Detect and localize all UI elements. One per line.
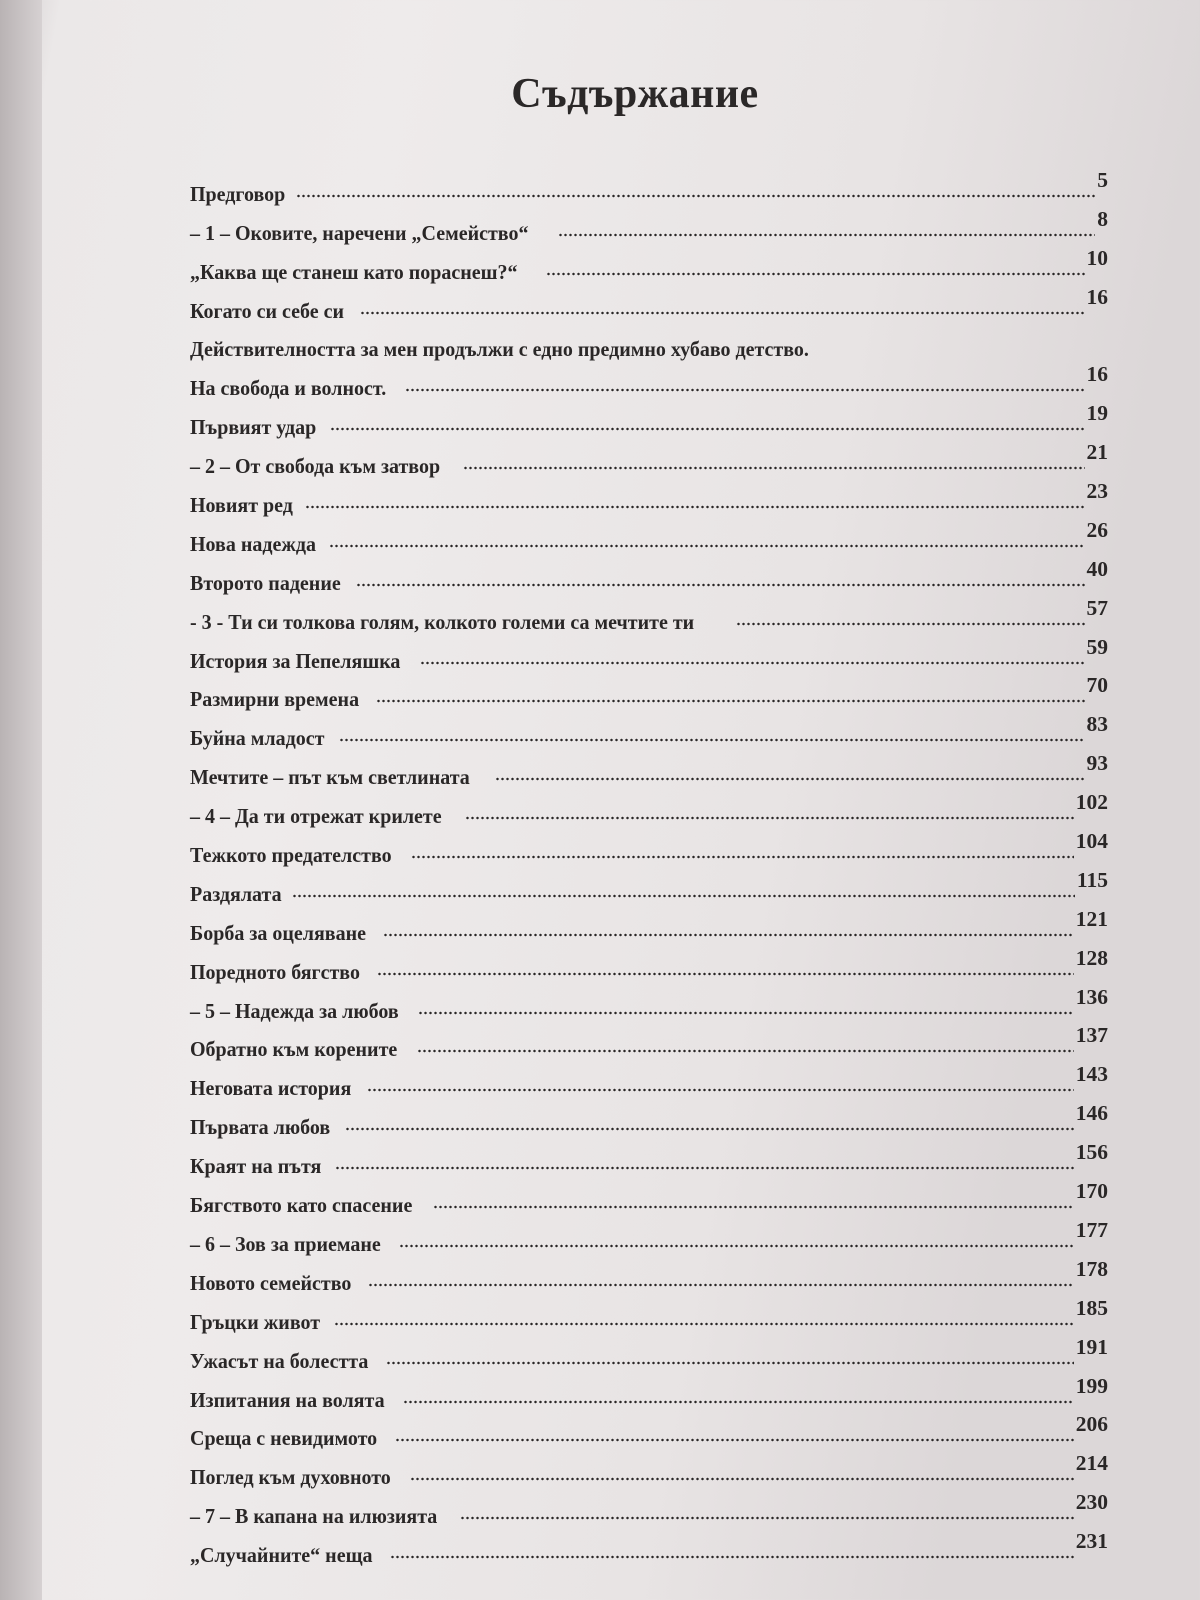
dot-leader [345, 1124, 1074, 1134]
toc-entry-title: Бягството като спасение [190, 1193, 413, 1218]
dot-leader [433, 1202, 1074, 1212]
toc-entry-title: Краят на пътя [190, 1154, 322, 1179]
dot-leader [377, 969, 1074, 979]
toc-entry-title: - 3 - Ти си толкова голям, колкото големи са мечтите ти [190, 609, 695, 634]
dot-leader [403, 1397, 1074, 1407]
dot-leader [330, 424, 1085, 434]
toc-entry [190, 1490, 1108, 1529]
toc-entry-title: Раздялата [190, 881, 282, 906]
dot-leader [292, 891, 1074, 901]
dot-leader [465, 813, 1074, 823]
toc-entry [190, 829, 1108, 868]
dot-leader [411, 852, 1074, 862]
toc-entry-title: – 5 – Надежда за любов [190, 998, 399, 1023]
dot-leader [399, 1241, 1074, 1251]
toc-entry-page: 115 [1076, 867, 1108, 892]
dot-leader [356, 580, 1084, 590]
toc-entry-page: 128 [1075, 945, 1108, 970]
dot-leader [417, 1046, 1074, 1056]
toc-entry [190, 790, 1108, 829]
dot-leader [410, 1474, 1074, 1484]
toc-entry [190, 1529, 1108, 1568]
toc-entry-title: Борба за оцеляване [190, 920, 366, 945]
toc-entry-page: 136 [1075, 984, 1108, 1009]
toc-entry-title: Поглед към духовното [190, 1465, 391, 1490]
toc-entry-title: – 7 – В капана на илюзията [190, 1504, 438, 1529]
toc-entry-title: Действителността за мен продължи с едно предимно хубаво детство. [190, 337, 809, 362]
toc-entry-page: 156 [1075, 1140, 1108, 1165]
toc-entry [190, 1374, 1108, 1413]
dot-leader [558, 230, 1095, 240]
toc-entry-title: Буйна младост [190, 726, 325, 751]
dot-leader [305, 502, 1085, 512]
toc-entry-page: 23 [1086, 479, 1108, 504]
toc-entry [190, 868, 1108, 907]
toc-entry-page: 102 [1075, 790, 1108, 815]
toc-entry-page: 170 [1075, 1179, 1108, 1204]
dot-leader [367, 1085, 1073, 1095]
toc-entry-title: „Каква ще станеш като пораснеш?“ [190, 259, 518, 284]
toc-entry-title: – 4 – Да ти отрежат крилете [190, 804, 442, 829]
toc-entry-title: – 2 – От свобода към затвор [190, 454, 441, 479]
toc-entry [190, 1140, 1108, 1179]
toc-entry [190, 1024, 1108, 1063]
toc-entry [190, 401, 1108, 440]
dot-leader [546, 269, 1084, 279]
toc-entry-page: 19 [1086, 401, 1108, 426]
toc-entry-title: „Случайните“ неща [190, 1543, 373, 1568]
toc-entry [190, 440, 1108, 479]
toc-entry-page: 16 [1086, 284, 1108, 309]
toc-entry-title: Гръцки живот [190, 1309, 321, 1334]
toc-entry [190, 324, 1108, 363]
toc-entry-title: Първият удар [190, 415, 317, 440]
toc-entry [190, 1218, 1108, 1257]
dot-leader [339, 735, 1085, 745]
toc-entry-page: 104 [1075, 829, 1108, 854]
toc-entry-page: 178 [1075, 1256, 1108, 1281]
toc-entry-title: Новото семейство [190, 1270, 352, 1295]
toc-entry [190, 946, 1108, 985]
book-spine-shadow [0, 0, 42, 1600]
toc-entry-title: Неговата история [190, 1076, 352, 1101]
toc-entry-page: 199 [1075, 1373, 1108, 1398]
toc-entry-title: Предговор [190, 181, 286, 206]
toc-entry-page: 26 [1086, 517, 1108, 542]
toc-entry [190, 1257, 1108, 1296]
toc-entry-title: Среща с невидимото [190, 1426, 378, 1451]
dot-leader [420, 658, 1084, 668]
toc-entry [190, 674, 1108, 713]
dot-leader [386, 1358, 1074, 1368]
dot-leader [376, 696, 1085, 706]
toc-entry-title: Тежкото предателство [190, 843, 392, 868]
toc-entry-title: Нова надежда [190, 531, 316, 556]
toc-entry [190, 907, 1108, 946]
toc-entry-title: Новият ред [190, 493, 293, 518]
toc-entry [190, 1451, 1108, 1490]
table-of-contents [190, 168, 1108, 1568]
toc-entry-page: 10 [1086, 245, 1108, 270]
toc-entry-page: 121 [1075, 906, 1108, 931]
toc-entry-page: 83 [1086, 712, 1108, 737]
toc-entry-title: Първата любов [190, 1115, 331, 1140]
toc-entry-title: Размирни времена [190, 687, 360, 712]
toc-entry-page: 8 [1097, 206, 1108, 231]
toc-entry-page: 177 [1075, 1217, 1108, 1242]
toc-entry-title: – 6 – Зов за приемане [190, 1231, 381, 1256]
toc-entry [190, 168, 1108, 207]
toc-entry-page: 57 [1086, 595, 1108, 620]
toc-entry-page: 70 [1086, 673, 1108, 698]
toc-entry [190, 362, 1108, 401]
dot-leader [390, 1552, 1074, 1562]
toc-entry [190, 557, 1108, 596]
toc-entry-page: 185 [1075, 1295, 1108, 1320]
dot-leader [329, 541, 1084, 551]
dot-leader [334, 1319, 1074, 1329]
toc-entry-page: 231 [1075, 1529, 1108, 1554]
toc-entry [190, 518, 1108, 557]
toc-entry [190, 1296, 1108, 1335]
toc-entry [190, 246, 1108, 285]
toc-entry-page: 40 [1086, 556, 1108, 581]
toc-entry [190, 207, 1108, 246]
toc-entry-page: 191 [1075, 1334, 1108, 1359]
dot-leader [383, 930, 1074, 940]
toc-entry [190, 285, 1108, 324]
toc-entry-page: 93 [1086, 751, 1108, 776]
toc-entry [190, 596, 1108, 635]
toc-entry-page: 143 [1075, 1062, 1108, 1087]
toc-entry-title: Ужасът на болестта [190, 1348, 369, 1373]
page-title: Съдържание [511, 71, 759, 117]
toc-entry-page: 137 [1075, 1023, 1108, 1048]
toc-entry [190, 1179, 1108, 1218]
toc-entry-title: Второто падение [190, 570, 341, 595]
dot-leader [495, 774, 1085, 784]
toc-entry-title: Мечтите – път към светлината [190, 765, 470, 790]
toc-entry-title: История за Пепеляшка [190, 648, 401, 673]
toc-entry-page: 146 [1075, 1101, 1108, 1126]
toc-entry-title: – 1 – Оковите, наречени „Семейство“ [190, 220, 529, 245]
toc-entry-page: 214 [1075, 1451, 1108, 1476]
dot-leader [335, 1163, 1074, 1173]
dot-leader [463, 463, 1085, 473]
toc-entry-page: 59 [1086, 634, 1108, 659]
dot-leader [736, 619, 1084, 629]
toc-entry-title: Изпитания на волята [190, 1387, 385, 1412]
dot-leader [296, 191, 1095, 201]
toc-entry-title: Обратно към корените [190, 1037, 398, 1062]
dot-leader [405, 385, 1085, 395]
toc-entry [190, 479, 1108, 518]
toc-entry [190, 712, 1108, 751]
toc-entry-page: 230 [1075, 1490, 1108, 1515]
toc-entry [190, 751, 1108, 790]
toc-entry [190, 635, 1108, 674]
dot-leader [460, 1513, 1074, 1523]
toc-entry-title: На свобода и волност. [190, 376, 387, 401]
toc-entry-page: 16 [1086, 362, 1108, 387]
toc-entry-page: 21 [1086, 440, 1108, 465]
toc-entry [190, 1101, 1108, 1140]
dot-leader [360, 308, 1085, 318]
dot-leader [395, 1435, 1073, 1445]
toc-entry-page: 5 [1097, 167, 1108, 192]
toc-entry-page: 206 [1075, 1412, 1108, 1437]
toc-entry-title: Поредното бягство [190, 959, 360, 984]
dot-leader [418, 1008, 1073, 1018]
toc-entry-title: Когато си себе си [190, 298, 345, 323]
toc-entry [190, 1413, 1108, 1452]
dot-leader [368, 1280, 1074, 1290]
toc-entry [190, 985, 1108, 1024]
toc-entry [190, 1062, 1108, 1101]
toc-entry [190, 1335, 1108, 1374]
